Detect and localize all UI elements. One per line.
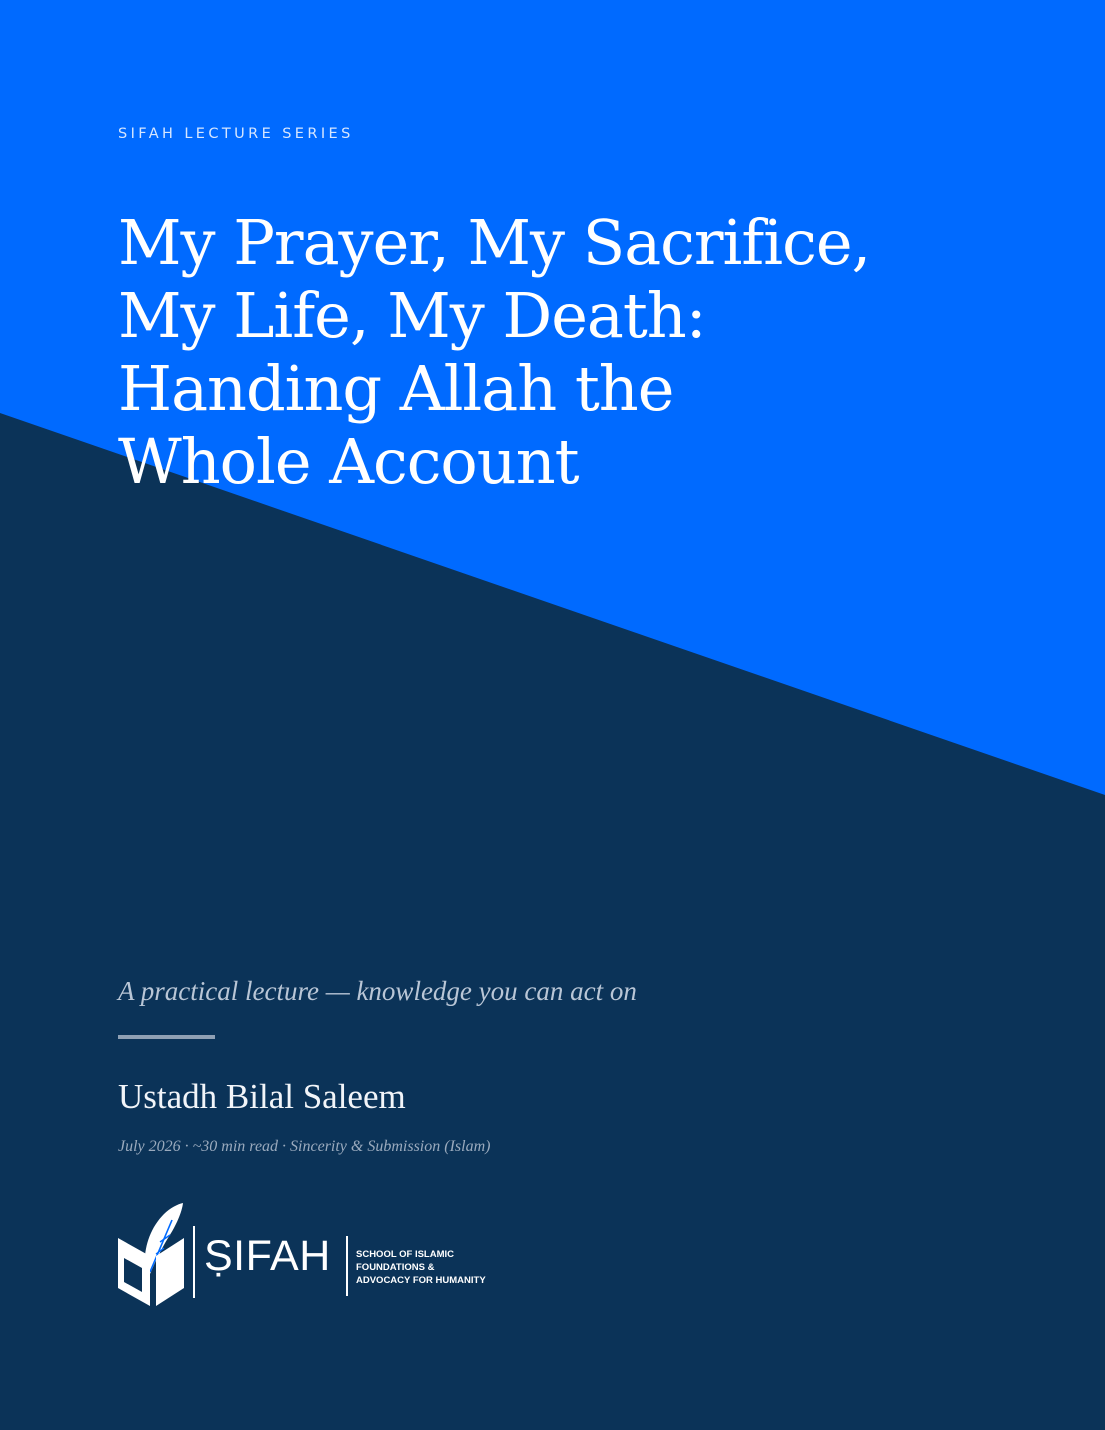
book-quill-icon (116, 1202, 188, 1308)
logo-tagline-line: ADVOCACY FOR HUMANITY (356, 1275, 486, 1286)
title-line: My Life, My Death: (118, 279, 706, 352)
lecture-meta: July 2026 · ~30 min read · Sincerity & Submission (Islam) (118, 1138, 491, 1155)
logo-tagline-line: FOUNDATIONS & (356, 1262, 435, 1273)
title-line: My Prayer, My Sacrifice, (118, 206, 871, 279)
logo-wordmark: ṢIFAH (204, 1232, 331, 1280)
author-name: Ustadh Bilal Saleem (118, 1077, 406, 1116)
logo-divider (346, 1236, 348, 1296)
title-line: Handing Allah the (118, 352, 674, 425)
series-label: SIFAH LECTURE SERIES (118, 126, 354, 142)
logo-divider (193, 1226, 195, 1298)
divider-rule (118, 1035, 215, 1039)
title-line: Whole Account (118, 425, 579, 498)
logo-tagline-line: SCHOOL OF ISLAMIC (356, 1249, 454, 1260)
lecture-subtitle: A practical lecture — knowledge you can act on (118, 976, 637, 1006)
logo-tagline (356, 1248, 486, 1287)
sifah-logo (116, 1202, 496, 1312)
lecture-title (118, 206, 878, 498)
